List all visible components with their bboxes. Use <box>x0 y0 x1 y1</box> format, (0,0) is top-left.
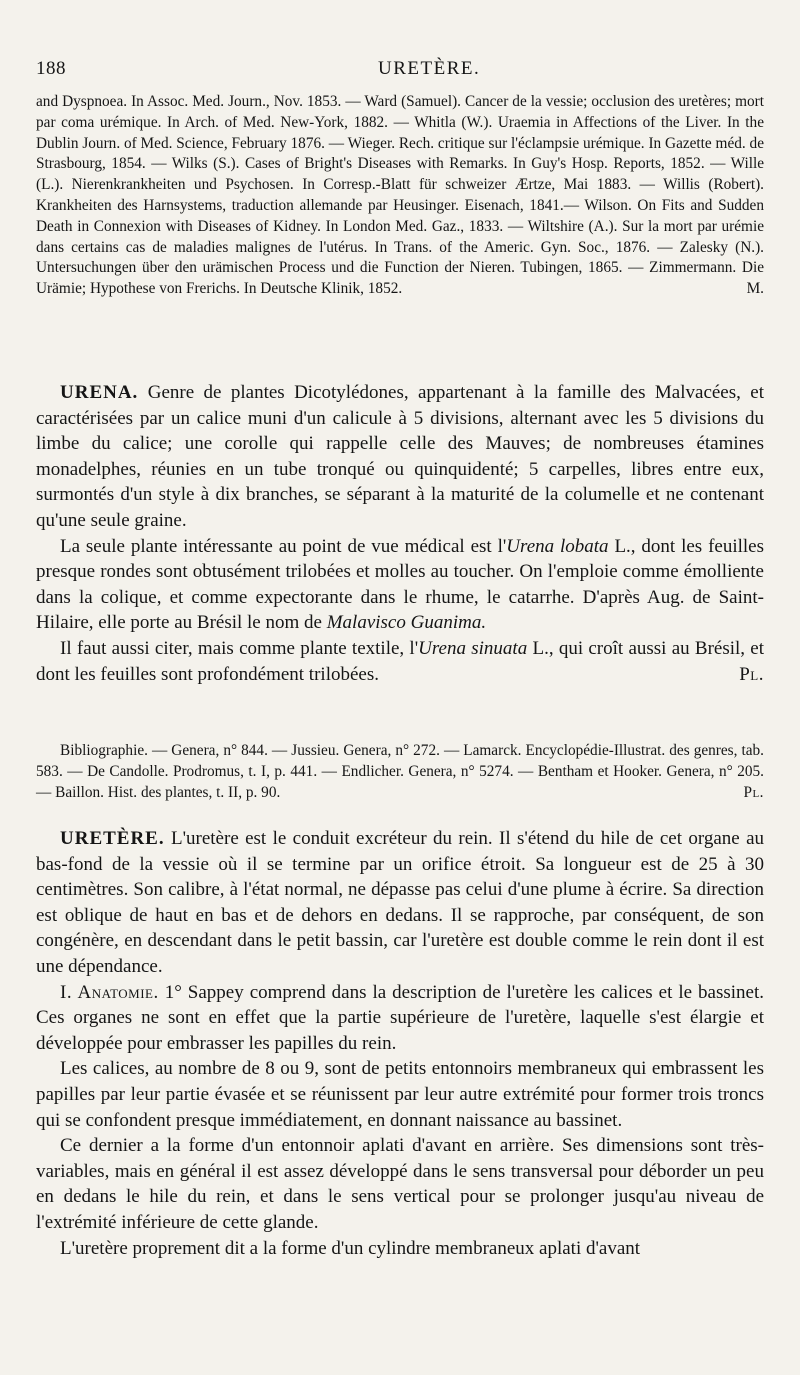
urena-bibliography-entries: Bibliographie. — Genera, n° 844. — Jussieu. Genera, n° 272. — Lamarck. Encyclopédie-Illustrat. des genres, tab. 583. — De Candolle. Prodromus, t. I, p. 441. — Endlicher. Genera, n° 5274. — Bentham et Hooker. Genera, n° 205. — Baillon. Hist. des plantes, t. II, p. 90. <box>36 742 764 801</box>
bibliography-text <box>36 92 764 300</box>
uretere-paragraph-5: L'uretère proprement dit a la forme d'un cylindre membraneux aplati d'avant <box>60 1237 641 1259</box>
urena-paragraph-3 <box>36 636 764 687</box>
urena-paragraph-2 <box>36 534 764 636</box>
urena-lobata-name: Urena lobata <box>506 535 609 557</box>
urena-p2-text-a: La seule plante intéressante au point de vue médical est l' <box>60 535 507 557</box>
urena-p2-text-b: L., dont les feuilles presque rondes sont obtusément trilobées et molles au toucher. On l'emploie comme émolliente dans la colique, et comme expectorante dans le rhume, le catarrhe. D'après Aug. de Saint-Hilaire, elle porte au Brésil le nom de <box>36 535 764 634</box>
page-header <box>36 58 764 88</box>
page-number: 188 <box>36 58 66 79</box>
urena-paragraph-1 <box>36 380 764 534</box>
urena-p3-text-b: L., qui croît aussi au Brésil, et dont les feuilles sont profondément trilobées. <box>36 637 765 685</box>
bibliography-continuation <box>36 92 764 300</box>
urena-description: Genre de plantes Dicotylédones, appartenant à la famille des Malvacées, et caractérisées par un calice muni d'un calicule à 5 divisions, alternant avec les 5 divisions du limbe du calice; une corolle qui rappelle celle des Mauves; de nombreuses étamines monadelphes, réunies en un tube tronqué ou quinquidenté; 5 carpelles, libres entre eux, surmontés d'un style à dix branches, se séparant à la maturité de la columelle et ne contenant qu'une seule graine. <box>36 382 764 531</box>
uretere-paragraph-3: Les calices, au nombre de 8 ou 9, sont de petits entonnoirs membraneux qui embrassent les papilles par leur partie évasée et se réunissent par leur autre extrémité pour former trois troncs qui se confondent presque immédiatement, en donnant naissance au bassinet. <box>36 1058 764 1131</box>
urena-bibliography-signature: Pl. <box>743 784 764 801</box>
uretere-paragraph-4: Ce dernier a la forme d'un entonnoir aplati d'avant en arrière. Ses dimensions sont très-variables, mais en général il est assez développé dans le sens transversal pour déborder un peu en dedans le hile du rein, et dans le sens vertical pour se prolonger jusqu'au niveau de l'extrémité inférieure de cette glande. <box>36 1135 764 1233</box>
urena-p3-text-a: Il faut aussi citer, mais comme plante textile, l' <box>60 637 419 659</box>
uretere-headword: URETÈRE. <box>60 828 165 849</box>
uretere-paragraph-2 <box>36 980 764 1057</box>
article-uretere <box>36 826 764 1261</box>
author-signature: M. <box>746 280 764 298</box>
urena-signature: Pl. <box>739 663 764 685</box>
article-urena <box>36 380 764 687</box>
uretere-paragraph-1 <box>36 826 764 980</box>
uretere-anatomy-text: 1° Sappey comprend dans la description de l'uretère les calices et le bassinet. Ces organes ne sont en effet que la partie supérieure de l'uretère, laquelle s'est élargie et développée pour embrasser les papilles du rein. <box>36 981 765 1054</box>
malavisco-name: Malavisco Guanima. <box>326 612 487 634</box>
urena-bibliography <box>36 740 764 803</box>
anatomie-section-label: I. Anatomie. <box>60 981 159 1003</box>
uretere-intro: L'uretère est le conduit excréteur du rein. Il s'étend du hile de cet organe au bas-fond de la vessie où il se termine par un orifice étroit. Sa longueur est de 25 à 30 centimètres. Son calibre, à l'état normal, ne dépasse pas celui d'une plume à écrire. Sa direction est oblique de haut en bas et de dehors en dedans. Il se rapproche, par conséquent, de son congénère, en descendant dans le petit bassin, car l'uretère est double comme le rein dont il est une dépendance. <box>36 828 765 977</box>
urena-headword: URENA. <box>60 382 139 403</box>
running-head: URETÈRE. <box>378 58 481 79</box>
urena-sinuata-name: Urena sinuata <box>418 637 528 659</box>
urena-bibliography-text <box>36 740 764 803</box>
bibliography-entries: and Dyspnoea. In Assoc. Med. Journ., Nov. 1853. — Ward (Samuel). Cancer de la vessie; occlusion des uretères; mort par coma urémique. In Arch. of Med. New-York, 1882. — Whitla (W.). Uraemia in Affections of the Liver. In the Dublin Journ. of Med. Science, February 1876. — Wieger. Rech. critique sur l'éclampsie urémique. In Gazette méd. de Strasbourg, 1854. — Wilks (S.). Cases of Bright's Diseases with Remarks. In Guy's Hosp. Reports, 1852. — Wille (L.). Nierenkrankheiten und Psychosen. In Corresp.-Blatt für schweizer Ærtze, Mai 1883. — Willis (Robert). Krankheiten des Harnsystems, traduction allemande par Heusinger. Eisenach, 1841.— Wilson. On Fits and Sudden Death in Connexion with Diseases of Kidney. In London Med. Gaz., 1833. — Wiltshire (A.). Sur la mort par urémie dans certains cas de maladies malignes de l'utérus. In Trans. of the Americ. Gyn. Soc., 1876. — Zalesky (N.). Untersuchungen über den urämischen Process und die Function der Nieren. Tubingen, 1865. — Zimmermann. Die Urämie; Hypothese von Frerichs. In Deutsche Klinik, 1852. <box>36 93 764 298</box>
